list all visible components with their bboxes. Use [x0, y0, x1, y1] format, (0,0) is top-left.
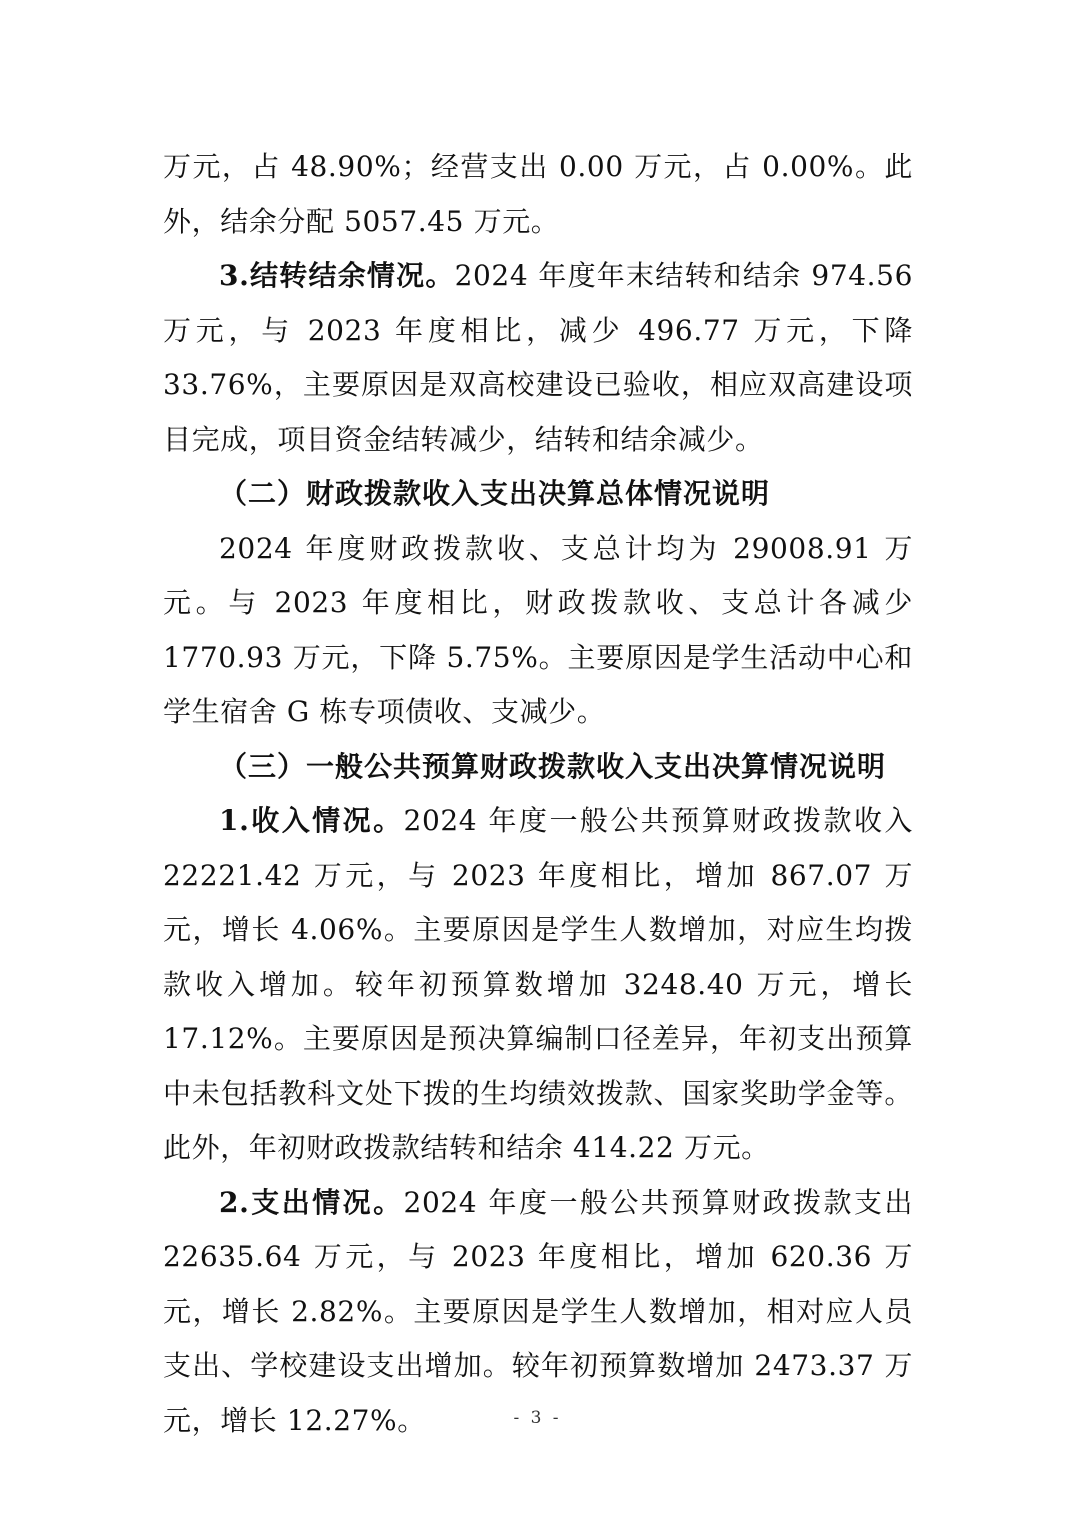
paragraph-expenditure-continued [163, 140, 913, 249]
paragraph-lead: 1.收入情况。 [219, 804, 404, 837]
paragraph-text: 2024 年度一般公共预算财政拨款支出 22635.64 万元，与 2023 年度相比，增加 620.36 万元，增长 2.82%。主要原因是学生人数增加，相对应人员支出、学校建设支出增加。较年初预算数增加 2473.37 万元，增长 12.27%。 [163, 1185, 913, 1437]
paragraph-carryover-balance [163, 249, 913, 467]
page-number: - 3 - [513, 1408, 562, 1428]
paragraph-text: 2024 年度一般公共预算财政拨款收入 22221.42 万元，与 2023 年度相比，增加 867.07 万元，增长 4.06%。主要原因是学生人数增加，对应生均拨款收入增加。较年初预算数增加 3248.40 万元，增长 17.12%。主要原因是预决算编制口径差异，年初支出预算中未包括教科文处下拨的生均绩效拨款、国家奖助学金等。此外，年初财政拨款结转和结余 414.22 万元。 [163, 804, 913, 1164]
paragraph-lead: 3.结转结余情况。 [219, 259, 455, 292]
paragraph-lead: 2.支出情况。 [219, 1185, 404, 1219]
paragraph-text: 2024 年度年末结转和结余 974.56 万元，与 2023 年度相比，减少 496.77 万元，下降 33.76%，主要原因是双高校建设已验收，相应双高建设项目完成，项目资金结转减少，结转和结余减少。 [163, 259, 913, 456]
paragraph-fiscal-appropriation-total [163, 522, 913, 740]
paragraph-text: 万元，占 48.90%；经营支出 0.00 万元，占 0.00%。此外，结余分配 5057.45 万元。 [163, 150, 913, 238]
paragraph-income [163, 794, 913, 1176]
paragraph-text: 2024 年度财政拨款收、支总计均为 29008.91 万元。与 2023 年度相比，财政拨款收、支总计各减少 1770.93 万元，下降 5.75%。主要原因是学生活动中心和学生宿舍 G 栋专项债收、支减少。 [163, 531, 913, 728]
section-heading-general-public-budget: （三）一般公共预算财政拨款收入支出决算情况说明 [219, 749, 887, 783]
section-heading-fiscal-appropriation: （二）财政拨款收入支出决算总体情况说明 [219, 477, 771, 510]
document-body [163, 140, 913, 1448]
